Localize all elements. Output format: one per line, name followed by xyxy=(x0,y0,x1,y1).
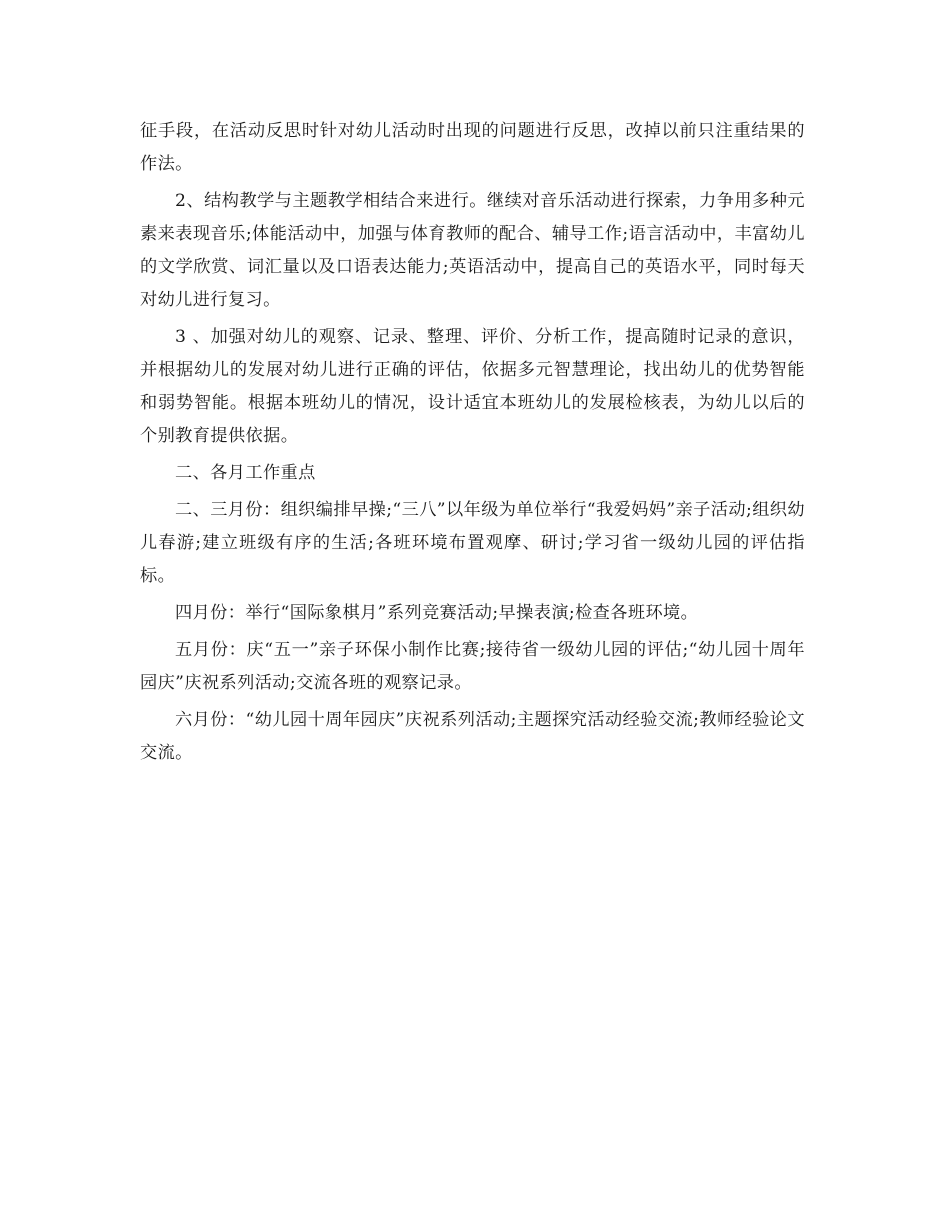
paragraph-feb-march: 二、三月份：组织编排早操;“三八”以年级为单位举行“我爱妈妈”亲子活动;组织幼儿春游;建立班级有序的生活;各班环境布置观摩、研讨;学习省一级幼儿园的评估指标。 xyxy=(140,500,805,586)
paragraph-april: 四月份：举行“国际象棋月”系列竞赛活动;早操表演;检查各班环境。 xyxy=(175,603,699,623)
paragraph-may: 五月份：庆“五一”亲子环保小制作比赛;接待省一级幼儿园的评估;“幼儿园十周年园庆”庆祝系列活动;交流各班的观察记录。 xyxy=(140,640,805,693)
paragraph-june: 六月份：“幼儿园十周年园庆”庆祝系列活动;主题探究活动经验交流;教师经验论文交流。 xyxy=(140,710,805,763)
section-heading-monthly-focus: 二、各月工作重点 xyxy=(175,463,316,483)
document-body xyxy=(140,115,805,770)
paragraph-item-2: 2、结构教学与主题教学相结合来进行。继续对音乐活动进行探索，力争用多种元素来表现音乐;体能活动中，加强与体育教师的配合、辅导工作;语言活动中，丰富幼儿的文学欣赏、词汇量以及口语表达能力;英语活动中，提高自己的英语水平，同时每天对幼儿进行复习。 xyxy=(140,191,805,310)
paragraph-continuation: 征手段，在活动反思时针对幼儿活动时出现的问题进行反思，改掉以前只注重结果的作法。 xyxy=(140,121,805,174)
paragraph-item-3: 3 、加强对幼儿的观察、记录、整理、评价、分析工作，提高随时记录的意识，并根据幼儿的发展对幼儿进行正确的评估，依据多元智慧理论，找出幼儿的优势智能和弱势智能。根据本班幼儿的情况，设计适宜本班幼儿的发展检核表，为幼儿以后的个别教育提供依据。 xyxy=(140,327,805,446)
